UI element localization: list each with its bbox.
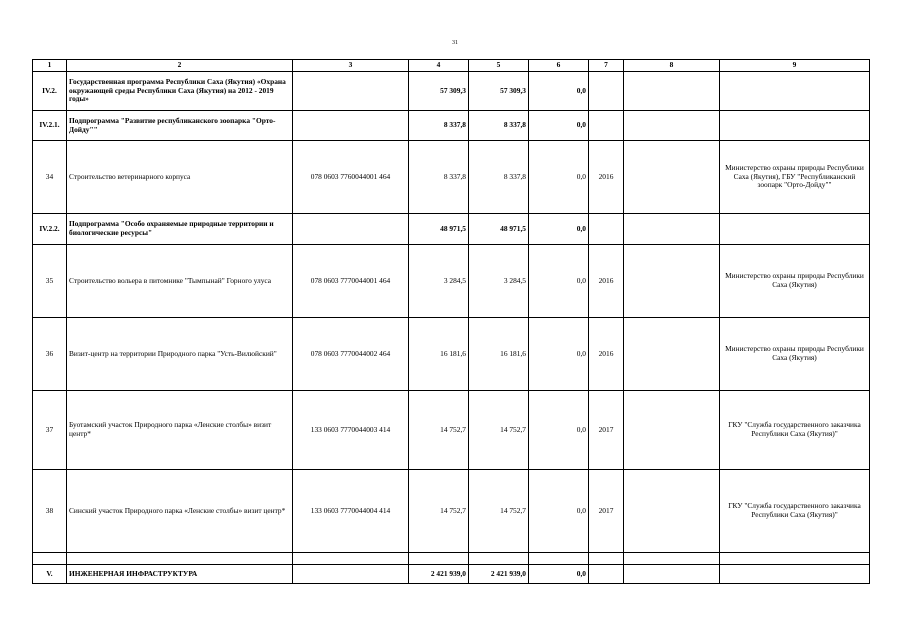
responsible-org: Министерство охраны природы Республики Саха (Якутия), ГБУ "Республиканский зоопарк "Орто-Дойду"" [720, 141, 870, 214]
table-row [33, 72, 870, 111]
budget-code: 078 0603 7770044002 464 [293, 318, 409, 391]
table-row [33, 553, 870, 565]
table-row [33, 565, 870, 584]
responsible-org [720, 72, 870, 111]
column-header: 4 [409, 60, 469, 72]
col8-cell [624, 318, 720, 391]
year: 2016 [589, 141, 624, 214]
row-number: 37 [33, 391, 67, 470]
value-col5: 8 337,8 [469, 111, 529, 141]
responsible-org: ГКУ "Служба государственного заказчика Республики Саха (Якутия)" [720, 391, 870, 470]
table-header-row [33, 60, 870, 72]
column-header: 6 [529, 60, 589, 72]
col8-cell [624, 553, 720, 565]
responsible-org [720, 214, 870, 245]
budget-code [293, 72, 409, 111]
responsible-org [720, 111, 870, 141]
column-header: 3 [293, 60, 409, 72]
year [589, 72, 624, 111]
budget-code [293, 111, 409, 141]
value-col5: 57 309,3 [469, 72, 529, 111]
year [589, 214, 624, 245]
row-number: 38 [33, 470, 67, 553]
value-col4: 8 337,8 [409, 141, 469, 214]
row-number: IV.2.2. [33, 214, 67, 245]
table-row [33, 470, 870, 553]
table-row [33, 391, 870, 470]
value-col4: 14 752,7 [409, 470, 469, 553]
row-number: 35 [33, 245, 67, 318]
value-col5: 14 752,7 [469, 391, 529, 470]
column-header: 5 [469, 60, 529, 72]
budget-code [293, 553, 409, 565]
row-number: IV.2. [33, 72, 67, 111]
value-col5: 8 337,8 [469, 141, 529, 214]
table-row [33, 245, 870, 318]
value-col4: 16 181,6 [409, 318, 469, 391]
value-col5: 3 284,5 [469, 245, 529, 318]
budget-table [32, 59, 870, 584]
responsible-org: ГКУ "Служба государственного заказчика Республики Саха (Якутия)" [720, 470, 870, 553]
value-col6: 0,0 [529, 214, 589, 245]
value-col4: 57 309,3 [409, 72, 469, 111]
budget-code [293, 565, 409, 584]
value-col6: 0,0 [529, 391, 589, 470]
year [589, 565, 624, 584]
item-name: Синский участок Природного парка «Ленские столбы» визит центр* [67, 470, 293, 553]
value-col6: 0,0 [529, 72, 589, 111]
value-col5: 14 752,7 [469, 470, 529, 553]
value-col4: 14 752,7 [409, 391, 469, 470]
value-col5: 48 971,5 [469, 214, 529, 245]
year: 2016 [589, 245, 624, 318]
column-header: 8 [624, 60, 720, 72]
value-col4: 3 284,5 [409, 245, 469, 318]
col8-cell [624, 391, 720, 470]
value-col6 [529, 553, 589, 565]
value-col6: 0,0 [529, 470, 589, 553]
item-name [67, 553, 293, 565]
table-row [33, 318, 870, 391]
value-col4: 2 421 939,0 [409, 565, 469, 584]
table-row [33, 214, 870, 245]
col8-cell [624, 72, 720, 111]
year: 2017 [589, 470, 624, 553]
budget-code [293, 214, 409, 245]
value-col6: 0,0 [529, 565, 589, 584]
col8-cell [624, 111, 720, 141]
responsible-org [720, 565, 870, 584]
column-header: 1 [33, 60, 67, 72]
item-name: Подпрограмма "Особо охраняемые природные территории и биологические ресурсы" [67, 214, 293, 245]
value-col5 [469, 553, 529, 565]
col8-cell [624, 214, 720, 245]
column-header: 7 [589, 60, 624, 72]
col8-cell [624, 245, 720, 318]
year [589, 111, 624, 141]
row-number: 36 [33, 318, 67, 391]
responsible-org [720, 553, 870, 565]
item-name: Буотамский участок Природного парка «Ленские столбы» визит центр* [67, 391, 293, 470]
table-row [33, 111, 870, 141]
value-col5: 2 421 939,0 [469, 565, 529, 584]
row-number: IV.2.1. [33, 111, 67, 141]
col8-cell [624, 565, 720, 584]
item-name: Подпрограмма "Развитие республиканского зоопарка "Орто-Дойду"" [67, 111, 293, 141]
budget-code: 133 0603 7770044003 414 [293, 391, 409, 470]
value-col6: 0,0 [529, 141, 589, 214]
item-name: Строительство вольера в питомнике "Тымпынай" Горного улуса [67, 245, 293, 318]
value-col4: 8 337,8 [409, 111, 469, 141]
col8-cell [624, 141, 720, 214]
budget-code: 078 0603 7770044001 464 [293, 245, 409, 318]
row-number [33, 553, 67, 565]
col8-cell [624, 470, 720, 553]
item-name: Визит-центр на территории Природного парка "Усть-Вилюйский" [67, 318, 293, 391]
year: 2017 [589, 391, 624, 470]
row-number: V. [33, 565, 67, 584]
item-name: Государственная программа Республики Саха (Якутия) «Охрана окружающей среды Республики Саха (Якутия) на 2012 - 2019 годы» [67, 72, 293, 111]
item-name: Строительство ветеринарного корпуса [67, 141, 293, 214]
budget-code: 133 0603 7770044004 414 [293, 470, 409, 553]
value-col6: 0,0 [529, 245, 589, 318]
value-col6: 0,0 [529, 111, 589, 141]
value-col5: 16 181,6 [469, 318, 529, 391]
row-number: 34 [33, 141, 67, 214]
responsible-org: Министерство охраны природы Республики Саха (Якутия) [720, 245, 870, 318]
year [589, 553, 624, 565]
value-col6: 0,0 [529, 318, 589, 391]
page-number: 31 [452, 40, 458, 46]
item-name: ИНЖЕНЕРНАЯ ИНФРАСТРУКТУРА [67, 565, 293, 584]
value-col4: 48 971,5 [409, 214, 469, 245]
budget-code: 078 0603 7760044001 464 [293, 141, 409, 214]
value-col4 [409, 553, 469, 565]
column-header: 2 [67, 60, 293, 72]
responsible-org: Министерство охраны природы Республики Саха (Якутия) [720, 318, 870, 391]
table-row [33, 141, 870, 214]
year: 2016 [589, 318, 624, 391]
column-header: 9 [720, 60, 870, 72]
